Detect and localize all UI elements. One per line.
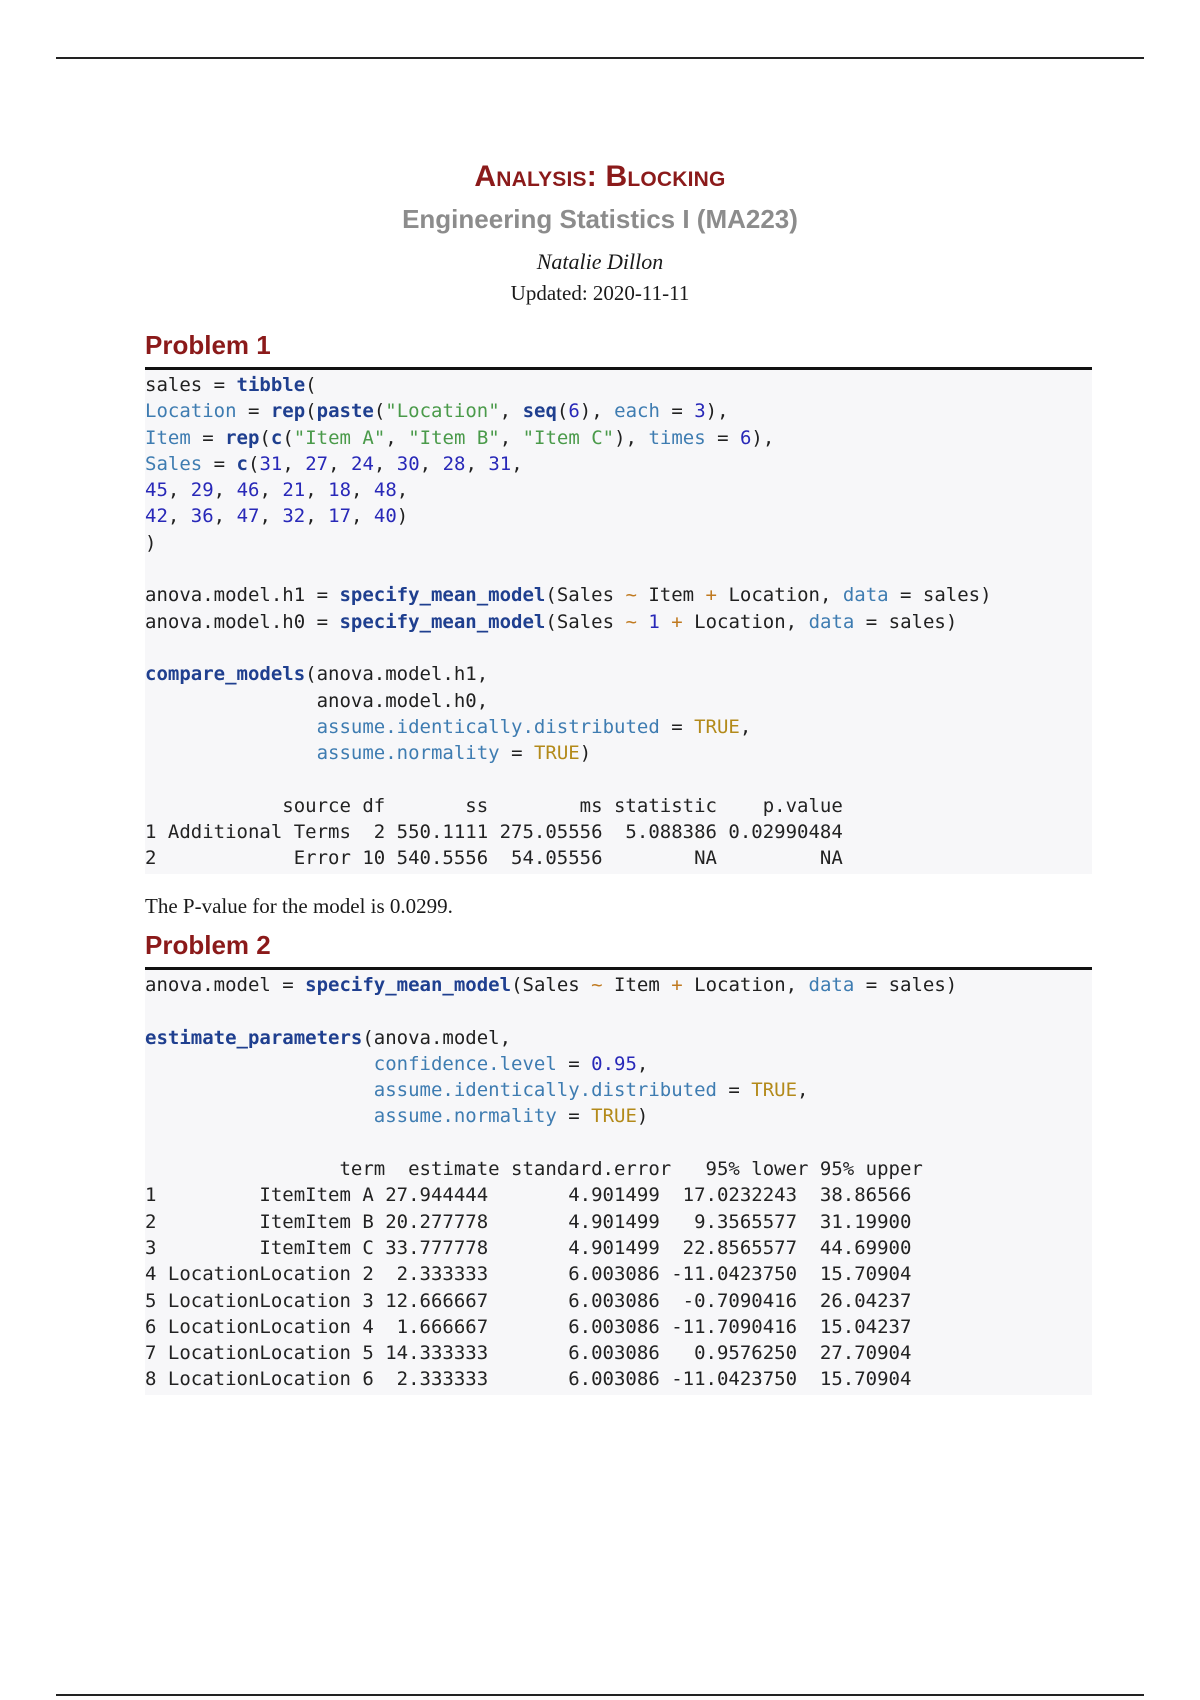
code-token: ~ bbox=[591, 974, 603, 996]
code-token: Item bbox=[636, 584, 706, 607]
problem-2-section bbox=[145, 930, 1092, 1395]
code-token: seq bbox=[522, 400, 557, 423]
code-token: estimate_parameters bbox=[145, 1026, 363, 1049]
code-token: 3 bbox=[694, 400, 706, 423]
output-text: 6 LocationLocation 4 1.666667 6.003086 -11.7090416 15.04237 bbox=[145, 1315, 912, 1338]
problem-2-heading: Problem 2 bbox=[145, 930, 1092, 970]
code-line bbox=[145, 1368, 911, 1390]
code-token: 36 bbox=[190, 505, 214, 528]
code-token: , bbox=[282, 452, 306, 475]
code-line bbox=[145, 1079, 809, 1101]
code-token: = bbox=[556, 1052, 592, 1075]
code-token: compare_models bbox=[145, 663, 306, 686]
code-token: ), bbox=[579, 400, 615, 423]
code-token: ( bbox=[282, 426, 294, 449]
code-token: assume.identically.distributed bbox=[316, 715, 660, 738]
code-token: = bbox=[202, 452, 237, 475]
output-text: 7 LocationLocation 5 14.333333 6.003086 0.9576250 27.70904 bbox=[145, 1342, 912, 1365]
code-token: = bbox=[190, 426, 226, 449]
code-token: Item bbox=[602, 974, 672, 996]
code-token: 32 bbox=[282, 505, 306, 528]
code-token: ( bbox=[556, 400, 569, 423]
code-token: 47 bbox=[236, 505, 260, 528]
code-token: specify_mean_model bbox=[339, 610, 546, 633]
code-line bbox=[145, 974, 957, 996]
code-token: TRUE bbox=[533, 742, 580, 765]
code-line bbox=[145, 1105, 648, 1127]
code-token: assume.normality bbox=[373, 1105, 557, 1128]
code-token: 24 bbox=[351, 452, 374, 475]
code-token: ~ bbox=[625, 584, 637, 607]
code-line bbox=[145, 374, 317, 396]
code-token: 21 bbox=[282, 479, 306, 502]
title-block bbox=[0, 160, 1200, 306]
code-token: times bbox=[648, 426, 706, 449]
code-token: c bbox=[270, 426, 283, 449]
code-token: assume.identically.distributed bbox=[373, 1079, 717, 1102]
code-token: ), bbox=[751, 426, 775, 449]
code-token: ( bbox=[305, 400, 317, 423]
code-line bbox=[145, 453, 523, 475]
code-token: ) bbox=[579, 742, 592, 765]
code-token: ~ bbox=[625, 610, 637, 633]
code-token: = bbox=[659, 400, 695, 423]
code-line bbox=[145, 1237, 911, 1259]
code-token: = sales) bbox=[854, 974, 958, 996]
code-token: , bbox=[465, 452, 489, 475]
code-token: 42 bbox=[145, 505, 168, 528]
code-token: 31 bbox=[259, 452, 283, 475]
code-token bbox=[145, 1105, 374, 1127]
code-token: data bbox=[842, 584, 889, 607]
code-token: ), bbox=[705, 400, 729, 423]
code-token: 0.95 bbox=[591, 1052, 637, 1075]
code-line bbox=[145, 400, 729, 422]
code-token: rep bbox=[270, 400, 306, 423]
code-token: "Item C" bbox=[522, 426, 615, 449]
author-name: Natalie Dillon bbox=[536, 249, 664, 274]
code-token: tibble bbox=[236, 374, 306, 396]
code-token: ) bbox=[636, 1105, 649, 1128]
code-token: ) bbox=[396, 505, 409, 528]
code-token: "Item B" bbox=[408, 426, 500, 449]
code-line bbox=[145, 663, 488, 685]
code-token: data bbox=[808, 974, 855, 996]
code-token: TRUE bbox=[694, 715, 740, 738]
code-token: Location, bbox=[717, 584, 843, 607]
code-token: 27 bbox=[305, 452, 329, 475]
problem-2-code-block bbox=[145, 970, 1092, 1395]
output-text: term estimate standard.error 95% lower 95% upper bbox=[145, 1158, 923, 1181]
output-text: 1 ItemItem A 27.944444 4.901499 17.0232243 38.86566 bbox=[145, 1184, 912, 1207]
code-token: , bbox=[351, 505, 374, 528]
code-token: (Sales bbox=[545, 584, 626, 607]
code-token: , bbox=[396, 479, 409, 502]
code-token: ( bbox=[247, 452, 260, 475]
code-line bbox=[145, 1211, 911, 1233]
code-token: c bbox=[236, 452, 248, 475]
code-line bbox=[145, 584, 992, 606]
updated-date: Updated: 2020-11-11 bbox=[510, 281, 690, 305]
code-token bbox=[145, 1053, 374, 1075]
code-line bbox=[145, 847, 843, 869]
code-token: 29 bbox=[190, 479, 214, 502]
problem-1-heading: Problem 1 bbox=[145, 330, 1092, 370]
code-token: Location, bbox=[682, 974, 809, 996]
code-token: anova.model = bbox=[145, 974, 306, 996]
code-token: (anova.model, bbox=[362, 1026, 512, 1049]
document-subtitle: Engineering Statistics I (MA223) bbox=[402, 204, 798, 234]
code-line bbox=[145, 821, 843, 843]
code-token: , bbox=[351, 479, 374, 502]
code-token: , bbox=[167, 505, 191, 528]
code-token: 30 bbox=[396, 452, 420, 475]
code-token bbox=[660, 611, 671, 633]
code-token: anova.model.h0, bbox=[145, 689, 489, 712]
code-token: ), bbox=[614, 426, 649, 449]
code-token: each bbox=[614, 400, 660, 423]
code-token: = bbox=[716, 1079, 752, 1102]
code-token: 6 bbox=[739, 426, 752, 449]
code-token: = bbox=[556, 1105, 592, 1128]
problem-1-section bbox=[145, 330, 1092, 919]
code-token: , bbox=[305, 479, 329, 502]
code-token: + bbox=[671, 974, 683, 996]
code-token: TRUE bbox=[591, 1105, 637, 1128]
code-token: anova.model.h0 = bbox=[145, 610, 340, 633]
code-line bbox=[145, 1290, 911, 1312]
code-token: ) bbox=[145, 531, 157, 554]
code-line bbox=[145, 1316, 911, 1338]
output-text: 3 ItemItem C 33.777778 4.901499 22.8565577 44.69900 bbox=[145, 1236, 912, 1259]
code-token: ( bbox=[373, 400, 386, 423]
output-text: 8 LocationLocation 6 2.333333 6.003086 -11.0423750 15.70904 bbox=[145, 1368, 912, 1391]
output-text: 2 ItemItem B 20.277778 4.901499 9.3565577 31.19900 bbox=[145, 1210, 912, 1233]
code-line bbox=[145, 1158, 923, 1180]
code-token bbox=[637, 611, 648, 633]
code-token: 18 bbox=[328, 479, 352, 502]
code-token: sales = bbox=[145, 374, 237, 396]
code-token: data bbox=[808, 610, 855, 633]
top-rule bbox=[56, 57, 1144, 59]
code-token: assume.normality bbox=[316, 742, 500, 765]
code-line bbox=[145, 505, 408, 527]
code-token: ( bbox=[305, 374, 317, 396]
code-line bbox=[145, 1263, 911, 1285]
output-text: source df ss ms statistic p.value bbox=[145, 794, 843, 817]
code-token: 46 bbox=[236, 479, 260, 502]
code-line bbox=[145, 1184, 911, 1206]
code-token: (Sales bbox=[511, 974, 592, 996]
code-line bbox=[145, 1053, 648, 1075]
code-line bbox=[145, 611, 957, 633]
code-token: 31 bbox=[488, 452, 512, 475]
code-token: , bbox=[385, 426, 409, 449]
code-token: = bbox=[499, 742, 534, 765]
code-token: , bbox=[419, 452, 443, 475]
code-token: 6 bbox=[568, 400, 580, 423]
code-token: + bbox=[671, 610, 683, 633]
code-token: , bbox=[499, 426, 523, 449]
code-token: 1 bbox=[648, 610, 660, 633]
code-token: 40 bbox=[373, 505, 397, 528]
code-line bbox=[145, 1342, 911, 1364]
code-token bbox=[145, 742, 317, 764]
code-line bbox=[145, 795, 843, 817]
code-token: , bbox=[511, 452, 523, 475]
code-token: , bbox=[499, 400, 523, 423]
code-token: = sales) bbox=[888, 584, 992, 607]
code-token: TRUE bbox=[751, 1079, 798, 1102]
code-token: paste bbox=[316, 400, 374, 423]
output-text: 2 Error 10 540.5556 54.05556 NA NA bbox=[145, 847, 843, 870]
code-token bbox=[145, 1079, 374, 1101]
document-title: Analysis: Blocking bbox=[474, 160, 726, 193]
code-token: "Location" bbox=[385, 400, 500, 423]
code-token: "Item A" bbox=[293, 426, 386, 449]
code-token: (Sales bbox=[545, 610, 626, 633]
code-line bbox=[145, 479, 408, 501]
code-token: 17 bbox=[328, 505, 352, 528]
code-token: , bbox=[213, 479, 237, 502]
code-line bbox=[145, 742, 591, 764]
code-token: , bbox=[259, 479, 283, 502]
code-token: Location bbox=[145, 400, 237, 423]
code-token: , bbox=[305, 505, 329, 528]
code-line bbox=[145, 716, 751, 738]
code-token: , bbox=[167, 479, 191, 502]
code-token: = bbox=[659, 715, 695, 738]
problem-1-conclusion: The P-value for the model is 0.0299. bbox=[145, 893, 453, 918]
code-token: ( bbox=[259, 426, 271, 449]
output-text: 1 Additional Terms 2 550.1111 275.05556 5.088386 0.02990484 bbox=[145, 821, 843, 844]
code-token: , bbox=[373, 452, 397, 475]
output-text: 4 LocationLocation 2 2.333333 6.003086 -11.0423750 15.70904 bbox=[145, 1263, 912, 1286]
code-token: (anova.model.h1, bbox=[305, 663, 489, 686]
code-line bbox=[145, 532, 156, 554]
code-token: = sales) bbox=[854, 610, 958, 633]
code-token: confidence.level bbox=[373, 1052, 557, 1075]
problem-1-code-block bbox=[145, 370, 1092, 874]
code-token: + bbox=[705, 584, 717, 607]
code-token: 48 bbox=[373, 479, 397, 502]
code-token: 28 bbox=[442, 452, 466, 475]
code-line bbox=[145, 1027, 511, 1049]
code-token: 45 bbox=[145, 479, 168, 502]
code-token: , bbox=[739, 715, 752, 738]
code-token bbox=[145, 716, 317, 738]
code-token: , bbox=[797, 1079, 809, 1102]
code-token: , bbox=[213, 505, 237, 528]
code-token: specify_mean_model bbox=[339, 584, 546, 607]
code-token: anova.model.h1 = bbox=[145, 584, 340, 607]
code-line bbox=[145, 690, 488, 712]
code-token: rep bbox=[225, 426, 260, 449]
code-token: specify_mean_model bbox=[305, 974, 512, 996]
code-token: Location, bbox=[682, 610, 809, 633]
code-token: , bbox=[328, 452, 351, 475]
code-line bbox=[145, 427, 774, 449]
code-token: , bbox=[636, 1052, 649, 1075]
output-text: 5 LocationLocation 3 12.666667 6.003086 -0.7090416 26.04237 bbox=[145, 1289, 912, 1312]
code-token: Item bbox=[145, 426, 191, 449]
code-token: = bbox=[236, 400, 271, 423]
code-token: , bbox=[259, 505, 283, 528]
bottom-rule bbox=[56, 1694, 1144, 1696]
code-token: Sales bbox=[145, 452, 203, 475]
code-token: = bbox=[705, 426, 740, 449]
